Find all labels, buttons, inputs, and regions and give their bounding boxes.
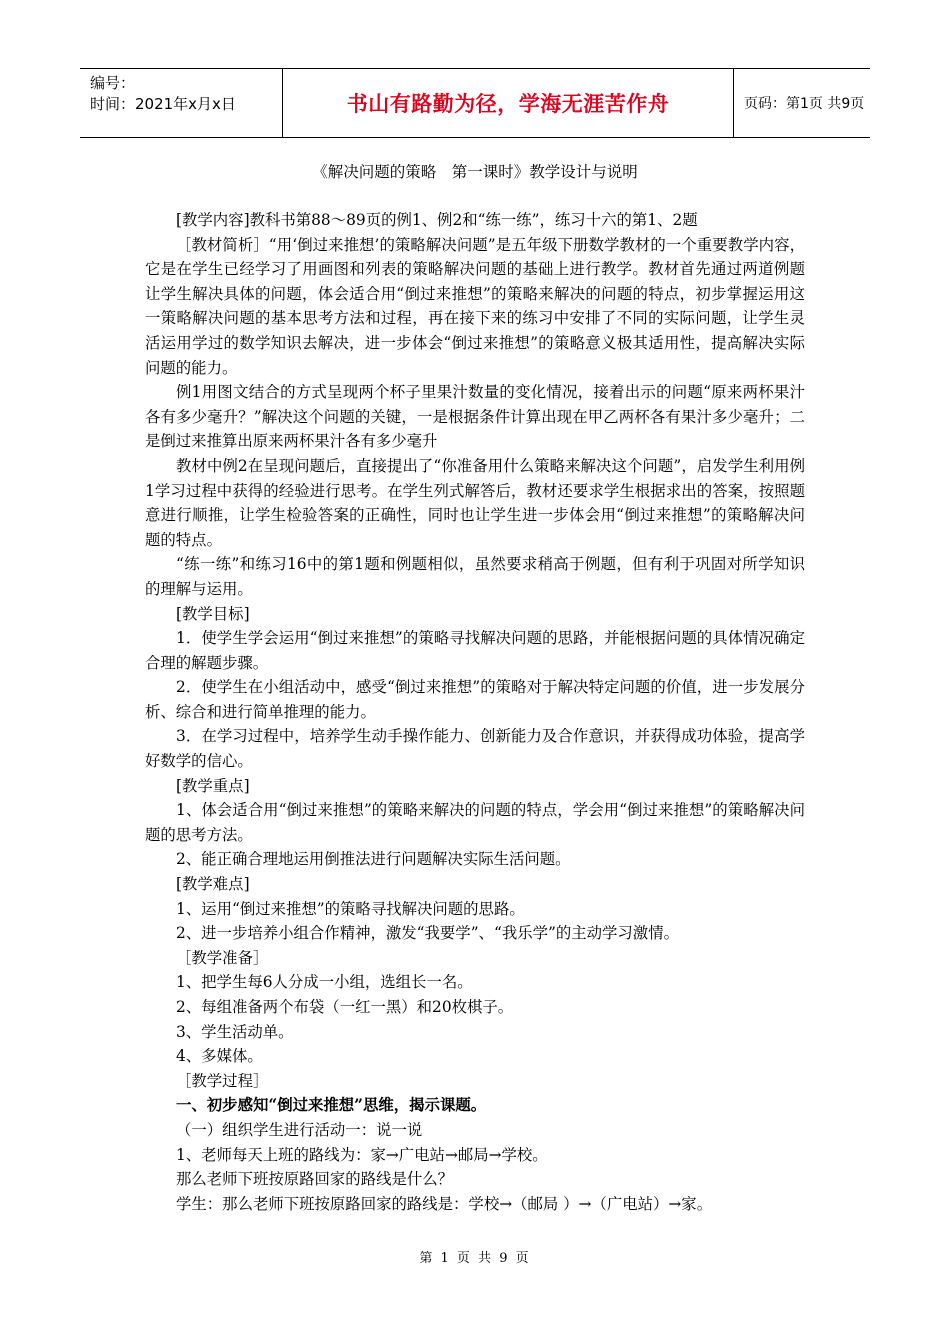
heading-difficulties: [教学难点] [176,875,250,894]
paragraph-practice: “练一练”和练习16中的第1题和例题相似，虽然要求稍高于例题，但有利于巩固对所学知识的理解与运用。 [145,555,805,598]
paragraph-example-2: 教材中例2在呈现问题后，直接提出了“你准备用什么策略来解决这个问题”，启发学生利用例1学习过程中获得的经验进行思考。在学生列式解答后，教材还要求学生根据求出的答案，按照题意进行顺推，让学生检验答案的正确性，同时也让学生进一步体会用“倒过来推想”的策略解决问题的特点。 [145,456,805,549]
activity-heading: （一）组织学生进行活动一：说一说 [176,1120,423,1139]
preparation-item: 3、学生活动单。 [176,1022,294,1041]
page-code: 页码：第1页 共9页 [744,96,865,112]
page-header [80,68,870,138]
heading-key-points: [教学重点] [176,776,250,795]
preparation-item: 1、把学生每6人分成一小组，选组长一名。 [176,973,473,992]
goal-item: 3．在学习过程中，培养学生动手操作能力、创新能力及合作意识，并获得成功体验，提高学好数学的信心。 [145,727,805,771]
activity-item: 1、老师每天上班的路线为：家→广电站→邮局→学校。 [176,1145,548,1164]
paragraph-teaching-content: [教学内容]教科书第88～89页的例1、例2和“练一练”，练习十六的第1、2题 [176,211,698,229]
activity-question: 那么老师下班按原路回家的路线是什么？ [176,1170,454,1189]
document-body [145,208,805,1216]
page-footer: 第 1 页 共 9 页 [419,1251,531,1266]
preparation-item: 4、多媒体。 [176,1047,263,1066]
key-point-item: 1、体会适合用“倒过来推想”的策略来解决的问题的特点，学会用“倒过来推想”的策略解决问题的思考方法。 [145,801,805,844]
heading-preparation: ［教学准备］ [176,948,269,967]
preparation-item: 2、每组准备两个布袋（一红一黑）和20枚棋子。 [176,998,514,1016]
paragraph-example-1: 例1用图文结合的方式呈现两个杯子里果汁数量的变化情况，接着出示的问题“原来两杯果汁各有多少毫升？”解决这个问题的关键，一是根据条件计算出现在甲乙两杯各有果汁多少毫升；二是倒过来推算出原来两杯果汁各有多少毫升 [145,383,805,451]
heading-goals: [教学目标] [176,604,250,623]
time-label: 时间：2021年x月x日 [90,95,236,113]
goal-item: 1．使学生学会运用“倒过来推想”的策略寻找解决问题的思路，并能根据问题的具体情况确定合理的解题步骤。 [145,629,805,672]
activity-answer: 学生：那么老师下班按原路回家的路线是：学校→（邮局 ）→（广电站）→家。 [176,1194,713,1213]
header-page-cell [734,69,870,137]
motto-text: 书山有路勤为径，学海无涯苦作舟 [346,92,670,116]
key-point-item: 2、能正确合理地运用倒推法进行问题解决实际生活问题。 [176,850,571,869]
goal-item: 2．使学生在小组活动中，感受“倒过来推想”的策略对于解决特定问题的价值，进一步发展分析、综合和进行简单推理的能力。 [145,678,805,721]
section-heading-1: 一、初步感知“倒过来推想”思维，揭示课题。 [176,1096,487,1115]
paragraph-textbook-analysis: ［教材简析］“用‘倒过来推想’的策略解决问题”是五年级下册数学教材的一个重要教学内容，它是在学生已经学习了用画图和列表的策略解决问题的基础上进行教学。教材首先通过两道例题让学生解决具体的问题，体会适合用“倒过来推想”的策略来解决的问题的特点，初步掌握运用这一策略解决问题的基本思考方法和过程，再在接下来的练习中安排了不同的实际问题，让学生灵活运用学过的数学知识去解决，进一步体会“倒过来推想”的策略意义极其适用性，提高解决实际问题的能力。 [145,235,805,377]
header-left-cell [80,69,282,137]
difficulty-item: 2、进一步培养小组合作精神，激发“我要学”、“我乐学”的主动学习激情。 [176,924,679,943]
difficulty-item: 1、运用“倒过来推想”的策略寻找解决问题的思路。 [176,899,525,918]
heading-process: ［教学过程］ [176,1071,269,1090]
number-label: 编号： [90,74,136,92]
document-title: 《解决问题的策略 第一课时》教学设计与说明 [312,163,638,181]
header-motto-cell [282,69,734,137]
